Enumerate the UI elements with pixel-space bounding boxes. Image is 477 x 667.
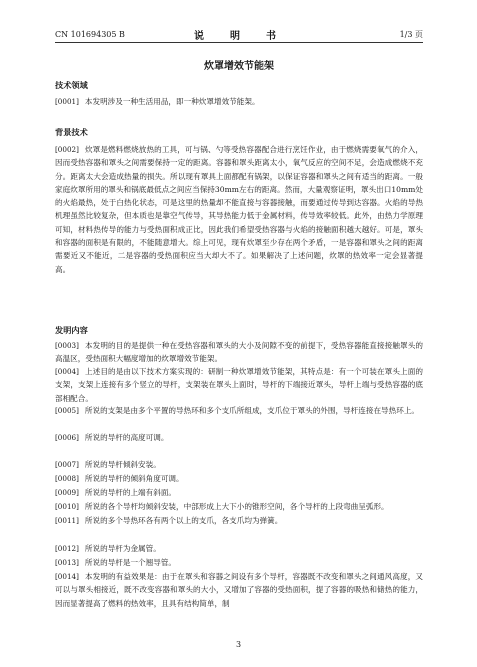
paragraph [55, 95, 423, 108]
paragraph-number: [0008] [55, 474, 79, 483]
paragraph [55, 143, 423, 276]
document-title: 炊罩增效节能架 [204, 61, 274, 72]
paragraph-number: [0009] [55, 488, 79, 497]
document-type: 说 明 书 [194, 30, 284, 42]
paragraph-number: [0006] [55, 433, 79, 442]
paragraph [55, 404, 423, 417]
page-number: 3 [235, 640, 242, 649]
paragraph-text: 所说的导杆是一个翘导管。 [84, 558, 177, 567]
paragraph-text: 所说的导杆为金属管。 [84, 544, 161, 553]
paragraph-text: 所说的支架是由多个平置的导热环和多个支爪所组成，支爪位于罩头的外围，导杆连接在导热环上。 [84, 406, 420, 415]
paragraph-number: [0010] [55, 502, 79, 511]
paragraph-text: 所说的各个导杆均倾斜安装，中部形成上大下小的锥形空间，各个导杆的上段弯曲呈弧形。 [84, 502, 389, 511]
paragraph-number: [0001] [55, 97, 79, 106]
paragraph-text: 本发明的有益效果是：由于在罩头和容器之间设有多个导杆，容器既不改变和罩头之间通风高度，又可以与罩头相接近，既不改变容器和罩头的大小，又增加了容器的受热面积，提了容器的吸热和储热的能力，因而显著提高了燃料的热效率，且具有结构简单，制 [55, 572, 423, 608]
paragraph-text: 上述目的是由以下技术方案实现的：研制一种炊罩增效节能架，其特点是：有一个可装在罩头上面的支架，支架上连接有多个竖立的导杆，支架装在罩头上面时，导杆的下端接近罩头，导杆上端与受热容器的底部相配合。 [55, 367, 423, 403]
section-title-background: 背景技术 [55, 127, 88, 137]
paragraph [55, 458, 423, 471]
paragraph-number: [0011] [55, 516, 79, 525]
patent-number: CN 101694305 B [55, 29, 125, 39]
paragraph-number: [0003] [55, 341, 79, 350]
paragraph-number: [0004] [55, 367, 79, 376]
paragraph-number: [0005] [55, 406, 79, 415]
paragraph-text: 本发明涉及一种生活用品，即一种炊罩增效节能架。 [84, 97, 260, 106]
paragraph [55, 500, 423, 513]
paragraph-text: 炊罩是燃料燃烧放热的工具，可与锅、勺等受热容器配合进行烹饪作业，由于燃烧需要氧气的介入，因而受热容器和罩头之间需要保持一定的距离。容器和罩头距离太小，氧气反应的空间不足，会造成燃烧不充分。距离太大会造成热量的损失。所以现有罩具上面都配有锅架，以保证容器和罩头之间有适当的距离。一般家庭炊罩所用的罩头和锅底最低点之间应当保持30mm左右的距离。然而，大量观察证明，罩头出口10mm处的火焰最热，处于白热化状态，可是这里的热量却不能直接与容器接触，而要通过传导到达容器。火焰的导热机理虽然比较复杂，但本质也是靠空气传导，其导热能力低于金属材料，传导效率较低。此外，由热力学原理可知，材料热传导的能力与受热面积成正比，因此我们希望受热容器与火焰的接触面积越大越好。可是，罩头和容器的面积是有限的，不能随意增大。综上可见，现有炊罩至少存在两个矛盾，一是容器和罩头之间的距离需要近又不能近，二是容器的受热面积应当大却大不了。如果解决了上述问题，炊罩的热效率一定会显著提高。 [55, 145, 423, 274]
paragraph-text: 所说的多个导热环各有两个以上的支爪，各支爪均为弹簧。 [84, 516, 283, 525]
paragraph [55, 514, 423, 527]
paragraph [55, 431, 423, 444]
section-title-tech-field: 技术领域 [55, 80, 88, 90]
paragraph-number: [0007] [55, 460, 79, 469]
section-title-invention: 发明内容 [55, 325, 88, 335]
page-count: 1/3 页 [399, 29, 423, 39]
paragraph-text: 所说的导杆倾斜安装。 [84, 460, 161, 469]
page-header [55, 26, 423, 43]
paragraph-text: 所说的导杆的倾斜角度可调。 [84, 474, 184, 483]
paragraph [55, 472, 423, 485]
paragraph-number: [0014] [55, 572, 79, 581]
paragraph-text: 所说的导杆的上端有斜面。 [84, 488, 177, 497]
paragraph [55, 542, 423, 555]
paragraph-text: 所说的导杆的高度可调。 [84, 433, 169, 442]
paragraph-number: [0002] [55, 145, 79, 154]
paragraph [55, 486, 423, 499]
paragraph-number: [0012] [55, 544, 79, 553]
paragraph-number: [0013] [55, 558, 79, 567]
paragraph [55, 584, 423, 597]
paragraph [55, 339, 423, 366]
paragraph [55, 365, 423, 405]
paragraph-text: 本发明的目的是提供一种在受热容器和罩头的大小及间隙不变的前提下，受热容器能直接接触罩头的高温区，受热面积大幅度增加的炊罩增效节能架。 [55, 341, 423, 364]
paragraph [55, 556, 423, 569]
